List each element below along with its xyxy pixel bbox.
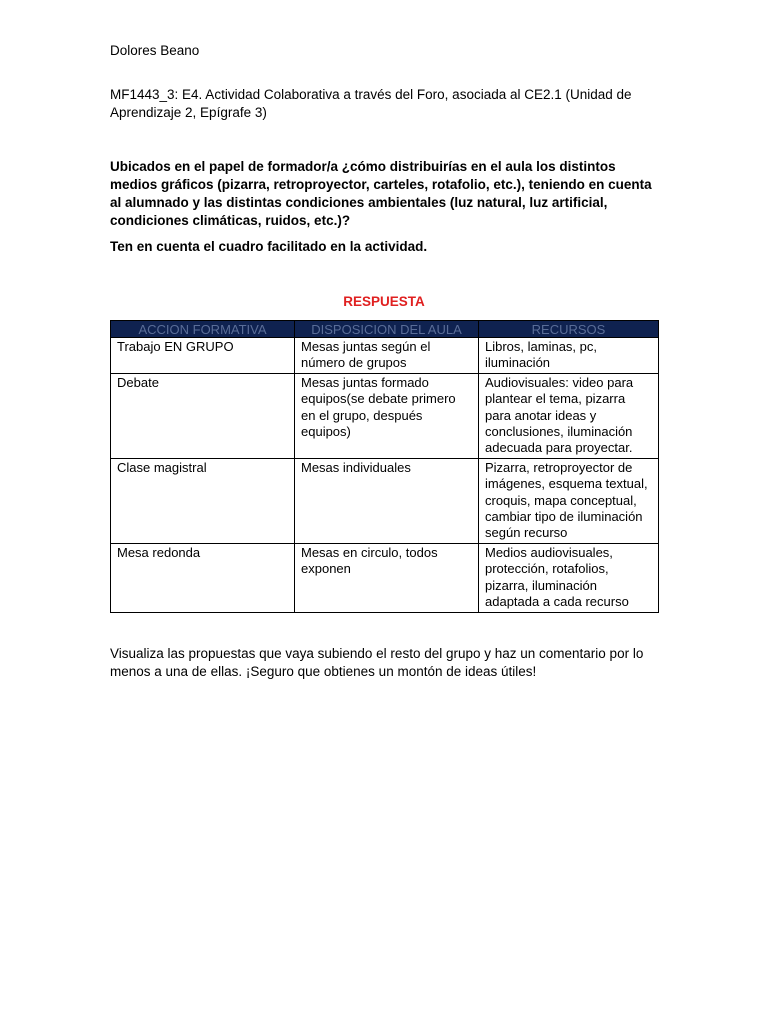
table-cell: Mesas en circulo, todos exponen	[295, 543, 479, 612]
activity-question: Ubicados en el papel de formador/a ¿cómo distribuirías en el aula los distintos medios gráficos (pizarra, retroproyector, carteles, rotafolio, etc.), teniendo en cuenta al alumnado y las distintas condiciones ambientales (luz natural, luz artificial, condiciones climáticas, ruidos, etc.)?	[110, 159, 652, 228]
table-row	[111, 543, 659, 612]
table-row	[111, 458, 659, 543]
table-cell: Trabajo EN GRUPO	[111, 338, 295, 374]
closing-instructions: Visualiza las propuestas que vaya subiendo el resto del grupo y haz un comentario por lo menos a una de ellas. ¡Seguro que obtienes un montón de ideas útiles!	[110, 646, 644, 679]
table-row	[111, 373, 659, 458]
response-table	[110, 320, 659, 613]
table-header-row	[111, 321, 659, 338]
table-cell: Libros, laminas, pc, iluminación	[479, 338, 659, 374]
header-accion-formativa: ACCION FORMATIVA	[111, 321, 295, 338]
table-cell: Medios audiovisuales, protección, rotafolios, pizarra, iluminación adaptada a cada recurso	[479, 543, 659, 612]
table-cell: Mesas individuales	[295, 458, 479, 543]
table-cell: Mesa redonda	[111, 543, 295, 612]
table-cell: Audiovisuales: video para plantear el tema, pizarra para anotar ideas y conclusiones, iluminación adecuada para proyectar.	[479, 373, 659, 458]
table-cell: Debate	[111, 373, 295, 458]
activity-subject: MF1443_3: E4. Actividad Colaborativa a través del Foro, asociada al CE2.1 (Unidad de Aprendizaje 2, Epígrafe 3)	[110, 87, 632, 120]
header-recursos: RECURSOS	[479, 321, 659, 338]
author-name: Dolores Beano	[110, 43, 200, 58]
table-cell: Mesas juntas según el número de grupos	[295, 338, 479, 374]
response-heading: RESPUESTA	[343, 294, 425, 309]
table-cell: Mesas juntas formado equipos(se debate primero en el grupo, después equipos)	[295, 373, 479, 458]
table-cell: Pizarra, retroproyector de imágenes, esquema textual, croquis, mapa conceptual, cambiar tipo de iluminación según recurso	[479, 458, 659, 543]
table-cell: Clase magistral	[111, 458, 295, 543]
activity-note: Ten en cuenta el cuadro facilitado en la actividad.	[110, 239, 428, 254]
table-row	[111, 338, 659, 374]
header-disposicion-aula: DISPOSICION DEL AULA	[295, 321, 479, 338]
